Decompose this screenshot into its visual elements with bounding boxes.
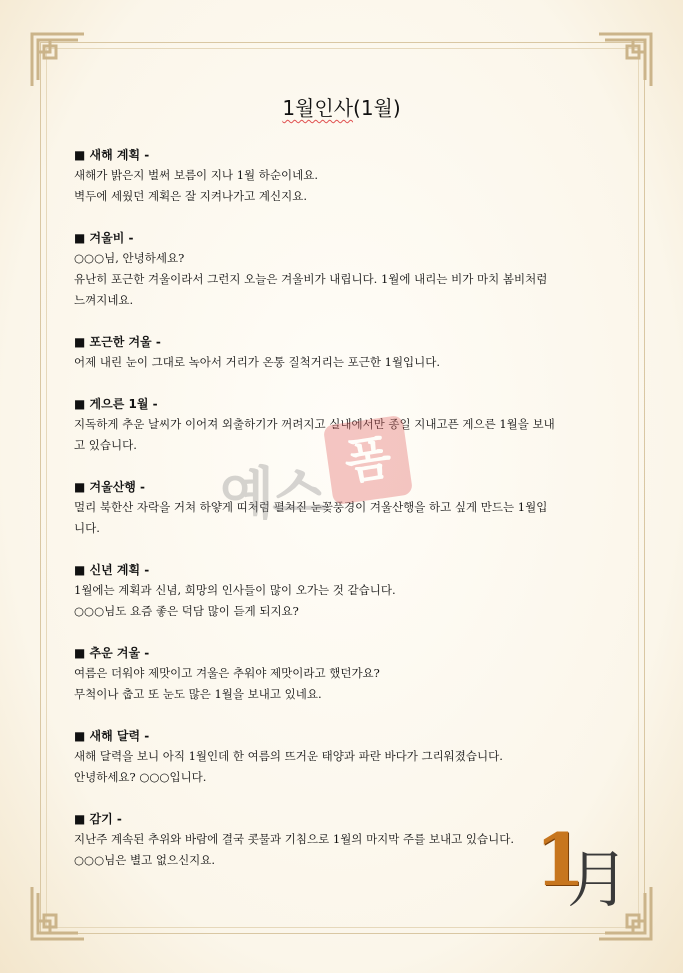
page-title	[0, 92, 683, 121]
section-text-line: 안녕하세요? ○○○입니다.	[74, 770, 207, 784]
corner-ornament-icon	[28, 883, 88, 943]
corner-ornament-icon	[595, 30, 655, 90]
greeting-section	[74, 332, 618, 373]
section-text-line: 느껴지네요.	[74, 293, 134, 307]
watermark-logo	[220, 420, 480, 530]
section-heading: ■ 추운 겨울 -	[74, 646, 150, 660]
greeting-section	[74, 726, 618, 788]
section-heading: ■ 새해 달력 -	[74, 729, 150, 743]
greeting-section	[74, 145, 618, 207]
section-text-line: 지난주 계속된 추위와 바람에 결국 콧물과 기침으로 1월의 마지막 주를 보내고 있습니다.	[74, 832, 514, 846]
section-text-line: 새해가 밝은지 벌써 보름이 지나 1월 하순이네요.	[74, 168, 318, 182]
section-text-line: 지독하게 추운 날씨가 이어져 외출하기가 꺼려지고 실내에서만 종일 지내고픈 게으른 1월을 보내	[74, 417, 555, 431]
section-text-line: 1월에는 계획과 신념, 희망의 인사들이 많이 오가는 것 같습니다.	[74, 583, 396, 597]
section-text-line: 어제 내린 눈이 그대로 녹아서 거리가 온통 질척거리는 포근한 1월입니다.	[74, 355, 441, 369]
section-text-line: 벽두에 세웠던 계획은 잘 지켜나가고 계신지요.	[74, 189, 308, 203]
section-heading: ■ 겨울산행 -	[74, 480, 146, 494]
greeting-section	[74, 228, 618, 311]
greeting-section	[74, 643, 618, 705]
month-character: 月	[567, 843, 630, 916]
section-text-line: ○○○님은 별고 없으신지요.	[74, 853, 216, 867]
section-heading: ■ 게으른 1월 -	[74, 397, 158, 411]
section-text-line: 여름은 더워야 제맛이고 겨울은 추워야 제맛이라고 했던가요?	[74, 666, 380, 680]
section-heading: ■ 포근한 겨울 -	[74, 335, 161, 349]
section-text-line: ○○○님, 안녕하세요?	[74, 251, 185, 265]
section-text-line: 멀리 북한산 자락을 거쳐 하얗게 띠처럼 펼쳐진 눈꽃풍경이 겨울산행을 하고 싶게 만드는 1월입	[74, 500, 548, 514]
section-heading: ■ 새해 계획 -	[74, 148, 150, 162]
section-heading: ■ 겨울비 -	[74, 231, 134, 245]
section-text-line: 니다.	[74, 521, 100, 535]
page-title-suffix: (1월)	[353, 96, 401, 120]
section-text-line: 새해 달력을 보니 아직 1월인데 한 여름의 뜨거운 태양과 파란 바다가 그리워졌습니다.	[74, 749, 503, 763]
watermark-stamp-text: 폼	[341, 429, 395, 491]
month-badge	[535, 817, 630, 930]
section-heading: ■ 신년 계획 -	[74, 563, 150, 577]
section-text-line: 무척이나 춥고 또 눈도 많은 1월을 보내고 있네요.	[74, 687, 322, 701]
watermark-text: 예스	[220, 462, 325, 527]
section-heading: ■ 감기 -	[74, 812, 122, 826]
section-text-line: 고 있습니다.	[74, 438, 137, 452]
greeting-section	[74, 560, 618, 622]
section-text-line: 유난히 포근한 겨울이라서 그런지 오늘은 겨울비가 내립니다. 1월에 내리는 비가 마치 봄비처럼	[74, 272, 548, 286]
watermark-stamp	[323, 415, 413, 505]
section-text-line: ○○○님도 요즘 좋은 덕담 많이 듣게 되지요?	[74, 604, 299, 618]
month-number: 1	[535, 817, 586, 902]
corner-ornament-icon	[28, 30, 88, 90]
page-title-main: 1월인사	[282, 96, 354, 120]
